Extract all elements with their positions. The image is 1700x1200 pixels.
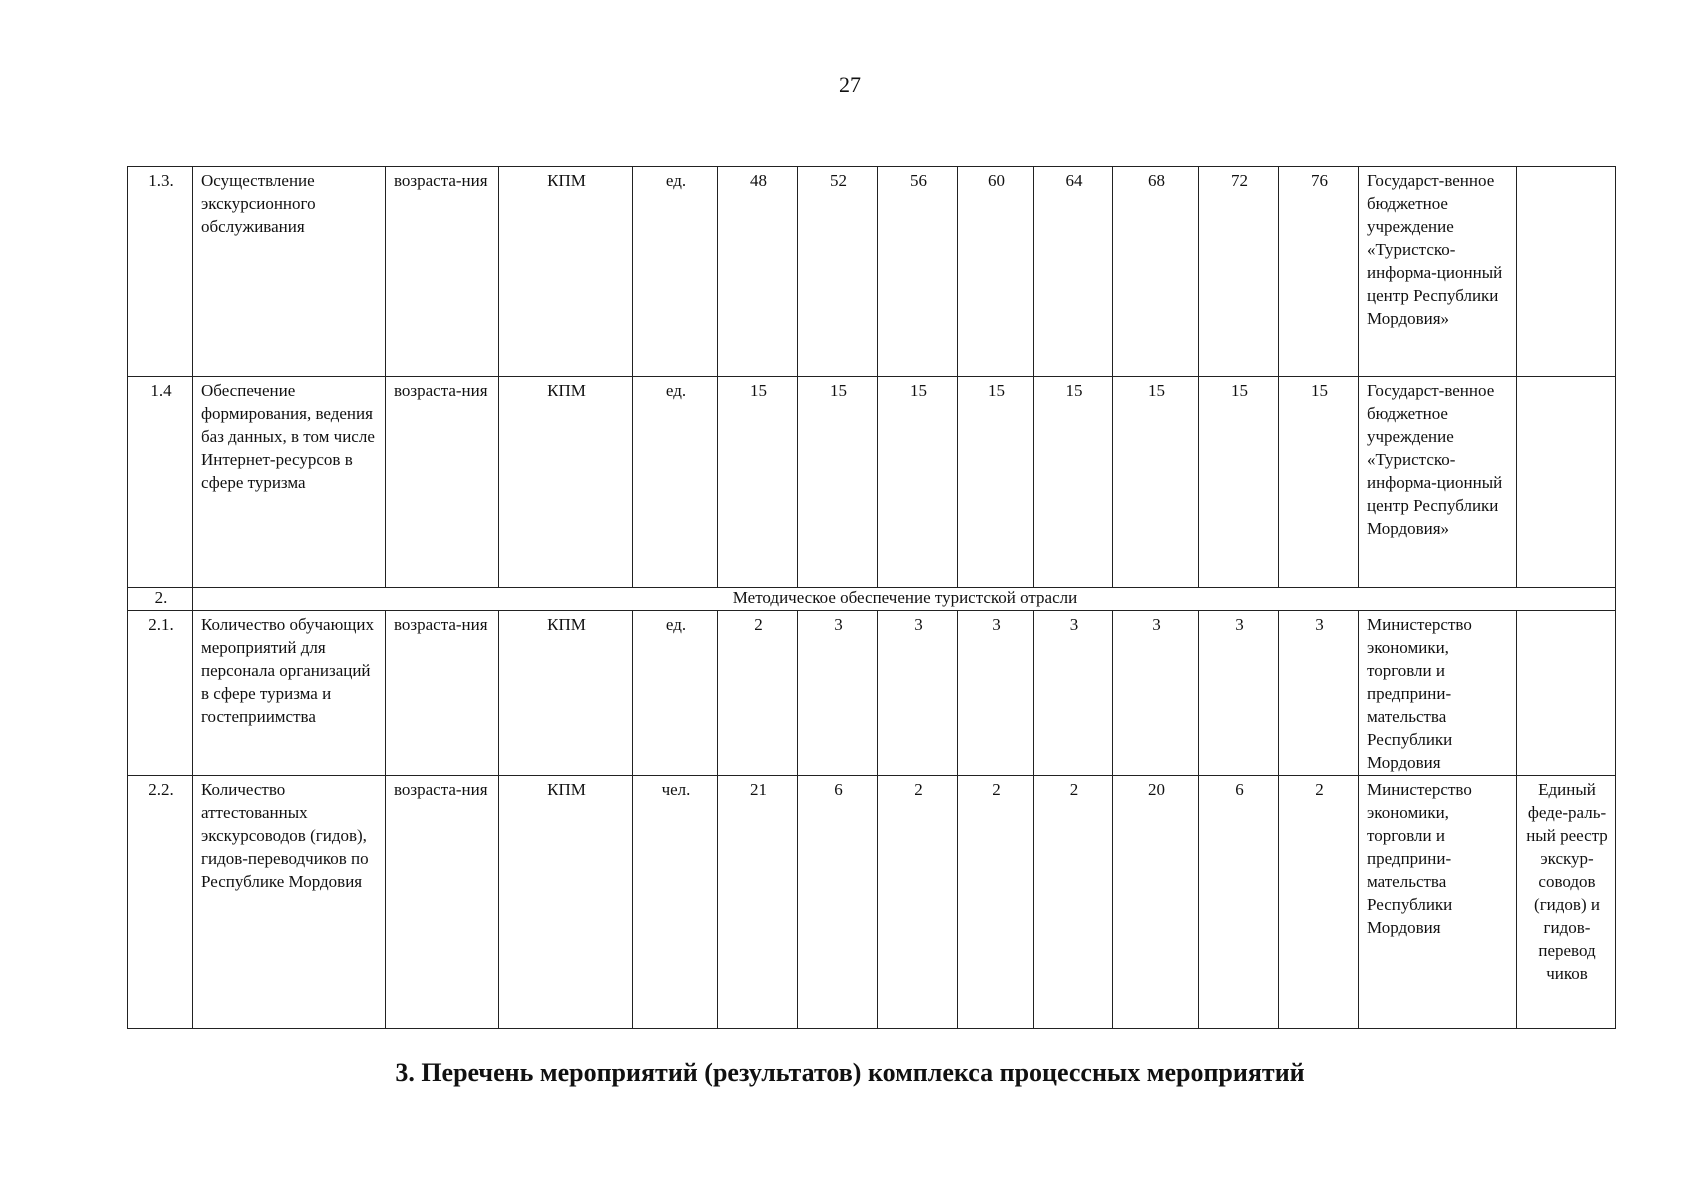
data-source (1517, 167, 1616, 377)
value-cell: 72 (1199, 167, 1279, 377)
value-cell: 2 (958, 776, 1034, 1029)
value-cell: 52 (798, 167, 878, 377)
indicator-name: Количество аттестованных экскурсоводов (гидов), гидов-переводчиков по Республике Мордовия (193, 776, 386, 1029)
value-cell: 15 (1113, 377, 1199, 588)
value-cell: 15 (718, 377, 798, 588)
value-cell: 3 (878, 611, 958, 776)
section-title: Методическое обеспечение туристской отрасли (193, 588, 1616, 611)
indicator-type: КПМ (499, 377, 633, 588)
indicator-direction: возраста-ния (386, 611, 499, 776)
value-cell: 6 (1199, 776, 1279, 1029)
indicator-unit: ед. (633, 167, 718, 377)
row-number: 2.1. (128, 611, 193, 776)
value-cell: 15 (1199, 377, 1279, 588)
row-number: 1.4 (128, 377, 193, 588)
value-cell: 56 (878, 167, 958, 377)
indicator-unit: ед. (633, 611, 718, 776)
indicators-table (127, 166, 1616, 1029)
value-cell: 3 (1199, 611, 1279, 776)
indicator-unit: ед. (633, 377, 718, 588)
indicator-name: Количество обучающих мероприятий для персонала организаций в сфере туризма и гостеприимства (193, 611, 386, 776)
value-cell: 15 (1279, 377, 1359, 588)
indicator-name: Осуществление экскурсионного обслуживания (193, 167, 386, 377)
value-cell: 3 (1279, 611, 1359, 776)
row-number: 1.3. (128, 167, 193, 377)
responsible-org: Министерство экономики, торговли и предприни-мательства Республики Мордовия (1359, 776, 1517, 1029)
table-row (128, 611, 1616, 776)
value-cell: 15 (958, 377, 1034, 588)
value-cell: 21 (718, 776, 798, 1029)
value-cell: 3 (798, 611, 878, 776)
value-cell: 15 (798, 377, 878, 588)
value-cell: 3 (1034, 611, 1113, 776)
table-row (128, 167, 1616, 377)
table-row (128, 377, 1616, 588)
value-cell: 2 (718, 611, 798, 776)
indicator-direction: возраста-ния (386, 167, 499, 377)
indicator-direction: возраста-ния (386, 776, 499, 1029)
indicator-unit: чел. (633, 776, 718, 1029)
table-row (128, 776, 1616, 1029)
value-cell: 2 (1279, 776, 1359, 1029)
row-number: 2.2. (128, 776, 193, 1029)
section-heading: 3. Перечень мероприятий (результатов) комплекса процессных мероприятий (395, 1058, 1305, 1087)
responsible-org: Государст-венное бюджетное учреждение «Туристско-информа-ционный центр Республики Мордовия» (1359, 167, 1517, 377)
value-cell: 60 (958, 167, 1034, 377)
value-cell: 3 (1113, 611, 1199, 776)
value-cell: 48 (718, 167, 798, 377)
value-cell: 15 (1034, 377, 1113, 588)
section-number: 2. (128, 588, 193, 611)
section-row (128, 588, 1616, 611)
value-cell: 76 (1279, 167, 1359, 377)
indicator-type: КПМ (499, 167, 633, 377)
data-source (1517, 611, 1616, 776)
value-cell: 6 (798, 776, 878, 1029)
indicator-type: КПМ (499, 776, 633, 1029)
value-cell: 20 (1113, 776, 1199, 1029)
page-number: 27 (839, 72, 861, 97)
data-source: Единый феде-раль-ный реестр экскур-соводов (гидов) и гидов-перевод чиков (1517, 776, 1616, 1029)
data-source (1517, 377, 1616, 588)
responsible-org: Государст-венное бюджетное учреждение «Туристско-информа-ционный центр Республики Мордовия» (1359, 377, 1517, 588)
indicator-direction: возраста-ния (386, 377, 499, 588)
value-cell: 3 (958, 611, 1034, 776)
responsible-org: Министерство экономики, торговли и предприни-мательства Республики Мордовия (1359, 611, 1517, 776)
value-cell: 15 (878, 377, 958, 588)
indicator-type: КПМ (499, 611, 633, 776)
value-cell: 2 (878, 776, 958, 1029)
value-cell: 2 (1034, 776, 1113, 1029)
value-cell: 68 (1113, 167, 1199, 377)
value-cell: 64 (1034, 167, 1113, 377)
indicator-name: Обеспечение формирования, ведения баз данных, в том числе Интернет-ресурсов в сфере туризма (193, 377, 386, 588)
